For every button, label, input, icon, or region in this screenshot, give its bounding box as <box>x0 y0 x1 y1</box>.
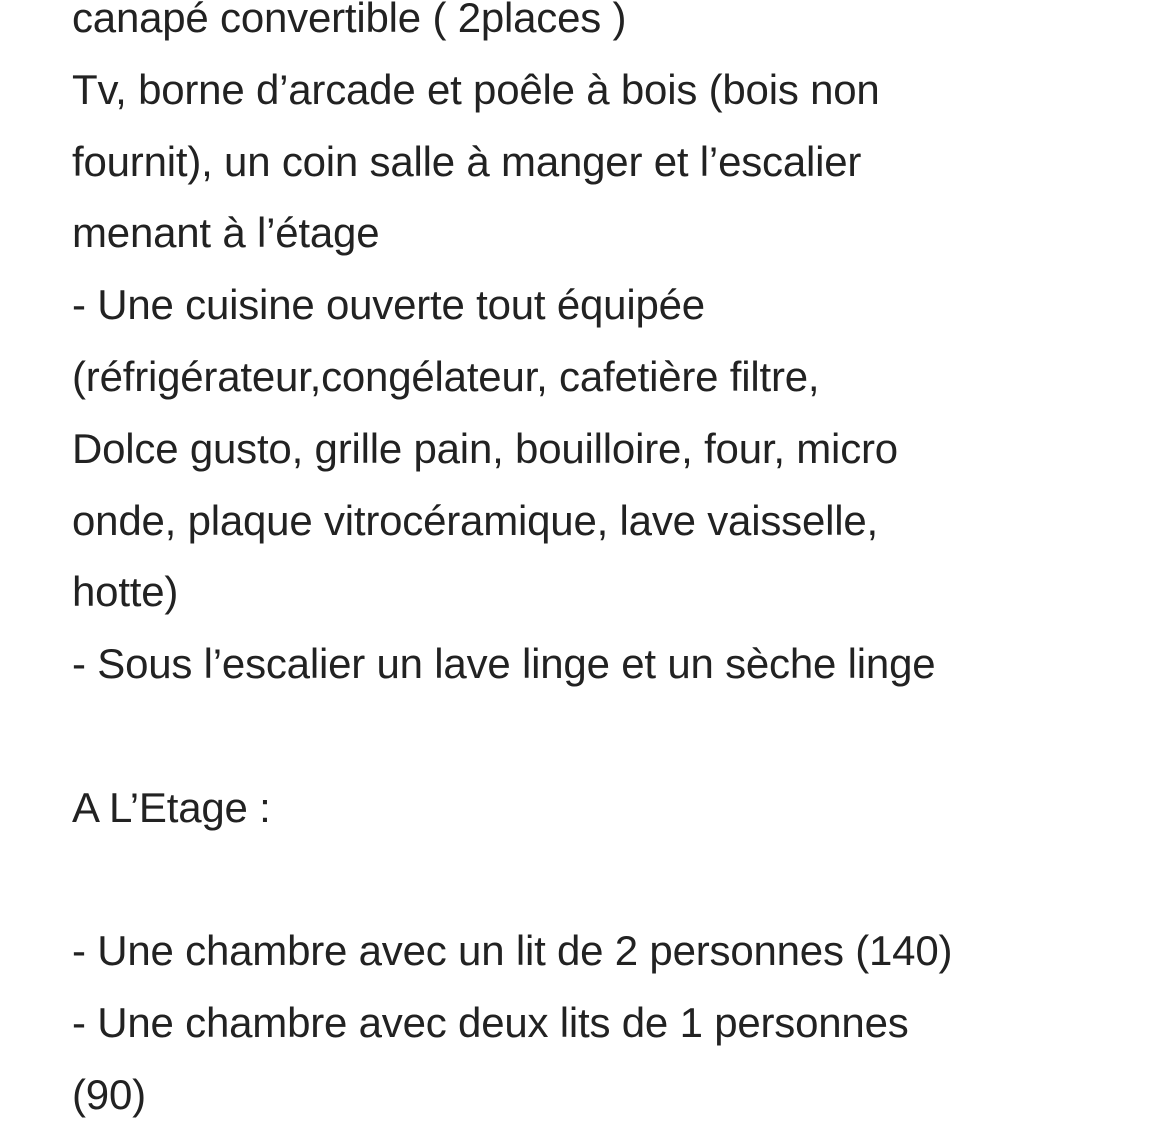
description-line: Dolce gusto, grille pain, bouilloire, four, micro <box>72 424 898 472</box>
description-line: menant à l’étage <box>72 209 380 257</box>
listing-description-text <box>72 0 1132 1131</box>
description-blank-line <box>72 844 1132 916</box>
description-line: (90) <box>72 1070 146 1118</box>
description-line: - Une chambre avec un lit de 2 personnes (140) <box>72 927 953 975</box>
description-blank-line <box>72 700 1132 772</box>
description-line: - Sous l’escalier un lave linge et un sèche linge <box>72 640 936 688</box>
section-heading-etage: A L’Etage : <box>72 783 271 831</box>
description-line: - Une chambre avec deux lits de 1 personnes <box>72 999 909 1047</box>
description-line: Tv, borne d’arcade et poêle à bois (bois non <box>72 65 880 113</box>
description-line: (réfrigérateur,congélateur, cafetière filtre, <box>72 352 820 400</box>
description-line: canapé convertible ( 2places ) <box>72 0 627 41</box>
description-line: hotte) <box>72 568 179 616</box>
description-line: - Une cuisine ouverte tout équipée <box>72 281 705 329</box>
description-line: onde, plaque vitrocéramique, lave vaisselle, <box>72 496 878 544</box>
description-line: fournit), un coin salle à manger et l’escalier <box>72 137 862 185</box>
